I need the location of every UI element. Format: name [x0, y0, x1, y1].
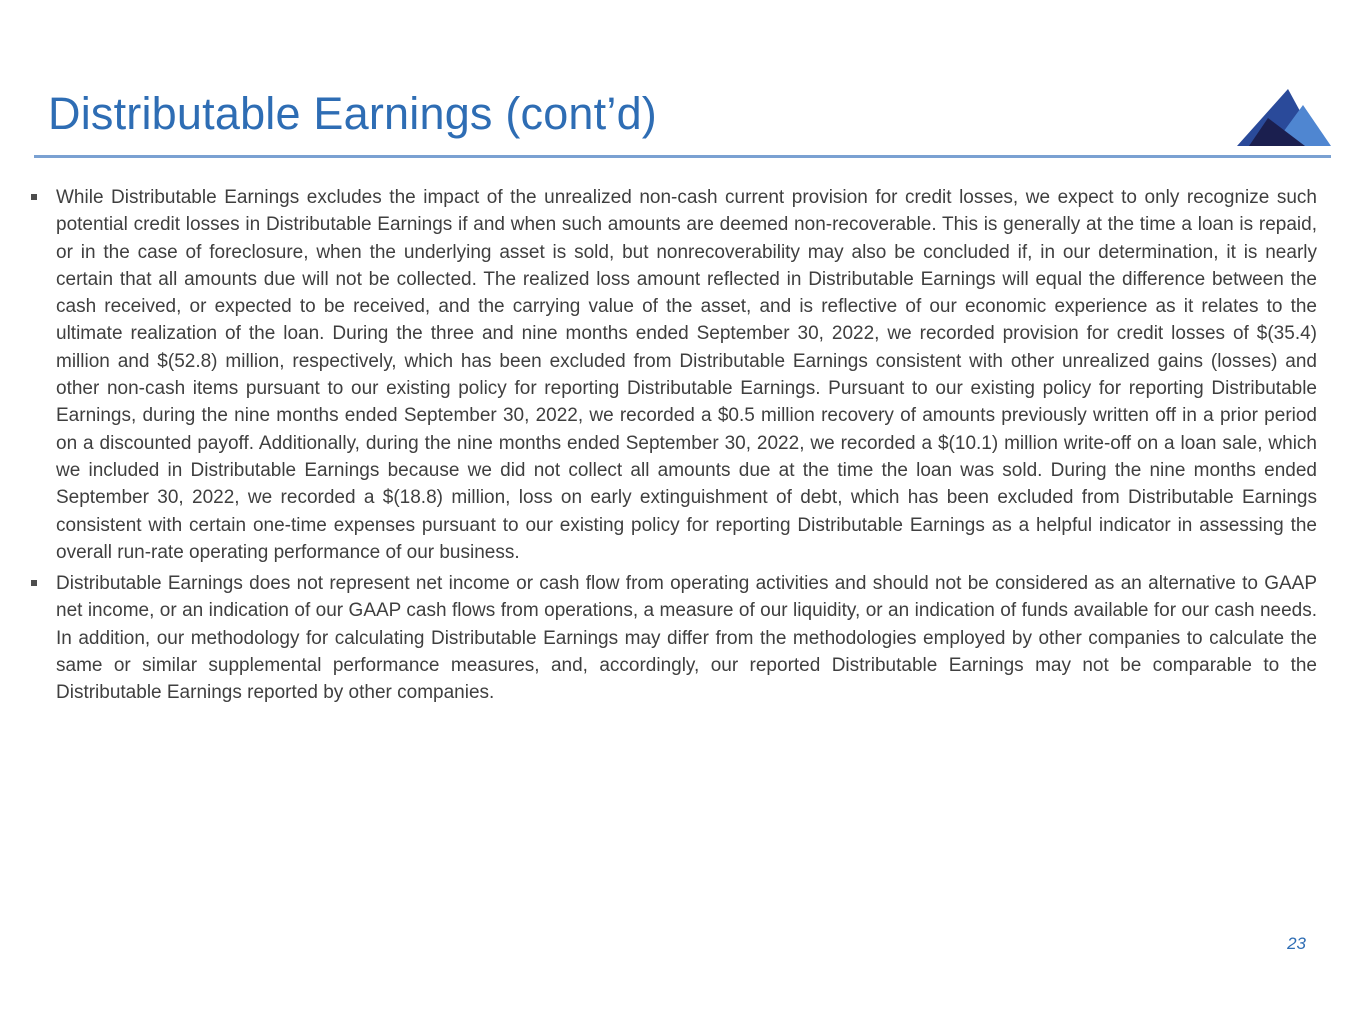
mountain-peaks-logo-icon	[1237, 88, 1331, 148]
bullet-list	[28, 184, 1317, 711]
bullet-text: Distributable Earnings does not represent net income or cash flow from operating activities and should not be considered as an alternative to GAAP net income, or an indication of our GAAP cash flows from operations, a measure of our liquidity, or an indication of funds available for our cash needs. In addition, our methodology for calculating Distributable Earnings may differ from the methodologies employed by other companies to calculate the same or similar supplemental performance measures, and, accordingly, our reported Distributable Earnings may not be comparable to the Distributable Earnings reported by other companies.	[56, 573, 1317, 704]
page-number: 23	[1287, 934, 1306, 953]
bullet-text: While Distributable Earnings excludes the impact of the unrealized non-cash current provision for credit losses, we expect to only recognize such potential credit losses in Distributable Earnings if and when such amounts are deemed non-recoverable. This is generally at the time a loan is repaid, or in the case of foreclosure, when the underlying asset is sold, but nonrecoverability may also be concluded if, in our determination, it is nearly certain that all amounts due will not be collected. The realized loss amount reflected in Distributable Earnings will equal the difference between the cash received, or expected to be received, and the carrying value of the asset, and is reflective of our economic experience as it relates to the ultimate realization of the loan. During the three and nine months ended September 30, 2022, we recorded provision for credit losses of $(35.4) million and $(52.8) million, respectively, which has been excluded from Distributable Earnings consistent with other unrealized gains (losses) and other non-cash items pursuant to our existing policy for reporting Distributable Earnings. Pursuant to our existing policy for reporting Distributable Earnings, during the nine months ended September 30, 2022, we recorded a $0.5 million recovery of amounts previously written off in a prior period on a discounted payoff. Additionally, during the nine months ended September 30, 2022, we recorded a $(10.1) million write-off on a loan sale, which we included in Distributable Earnings because we did not collect all amounts due at the time the loan was sold. During the nine months ended September 30, 2022, we recorded a $(18.8) million, loss on early extinguishment of debt, which has been excluded from Distributable Earnings consistent with certain one-time expenses pursuant to our existing policy for reporting Distributable Earnings as a helpful indicator in assessing the overall run-rate operating performance of our business.	[56, 187, 1317, 563]
square-bullet-icon	[31, 580, 37, 586]
slide-title: Distributable Earnings (cont’d)	[48, 88, 657, 139]
bullet-item-non-gaap-disclaimer	[28, 570, 1317, 706]
bullet-item-credit-losses	[28, 184, 1317, 566]
square-bullet-icon	[31, 194, 37, 200]
title-divider	[34, 155, 1331, 158]
